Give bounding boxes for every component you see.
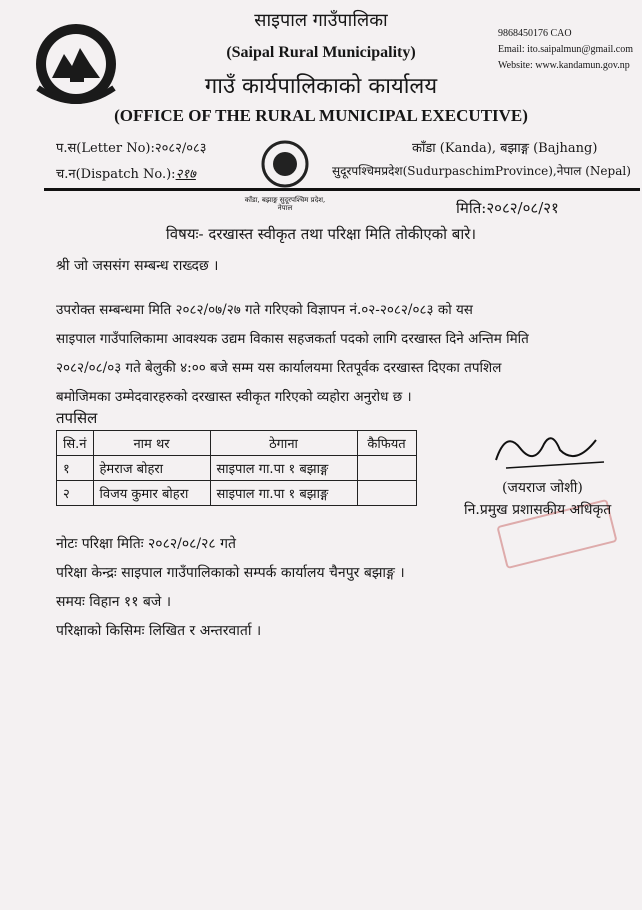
column-header: नाम थर	[93, 431, 210, 456]
salutation: श्री जो जससंग सम्बन्ध राख्दछ ।	[56, 258, 219, 274]
table-cell: विजय कुमार बोहरा	[93, 481, 210, 506]
column-header: सि.नं	[57, 431, 94, 456]
note-line: परिक्षाको किसिमः लिखित र अन्तरवार्ता ।	[56, 623, 262, 639]
body-line: साइपाल गाउँपालिकामा आवश्यक उद्यम विकास सहजकर्ता पदको लागि दरखास्त दिने अन्तिम मिति	[56, 331, 529, 347]
table-row	[57, 481, 417, 506]
seal-text: काँडा, बझाङ्ग सुदूरपश्चिम प्रदेश, नेपाल	[244, 196, 326, 212]
column-header: ठेगाना	[210, 431, 357, 456]
table-cell: साइपाल गा.पा १ बझाङ्ग	[210, 481, 357, 506]
letter-number: प.स(Letter No):२०८२/०८३	[56, 141, 207, 156]
office-location: काँडा (Kanda), बझाङ्ग (Bajhang)	[412, 141, 598, 156]
note-line: परिक्षा केन्द्रः साइपाल गाउँपालिकाको सम्पर्क कार्यालय चैनपुर बझाङ्ग ।	[56, 565, 405, 581]
dispatch-number	[56, 164, 196, 182]
note-line: समयः विहान ११ बजे ।	[56, 594, 172, 610]
column-header: कैफियत	[357, 431, 416, 456]
body-paragraph	[56, 296, 636, 412]
body-line: बमोजिमका उम्मेदवारहरुको दरखास्त स्वीकृत गरिएको व्यहोरा अनुरोध छ ।	[56, 389, 412, 405]
body-line: उपरोक्त सम्बन्धमा मिति २०८२/०७/२७ गते गरिएको विज्ञापन नं.०२-२०८२/०८३ को यस	[56, 302, 473, 318]
province-country: सुदूरपश्चिमप्रदेश(SudurpaschimProvince),नेपाल (Nepal)	[332, 164, 631, 178]
notes-section	[56, 530, 405, 646]
note-line: नोटः परिक्षा मितिः २०८२/०८/२८ गते	[56, 536, 237, 552]
table-cell: हेमराज बोहरा	[93, 456, 210, 481]
signature-icon	[486, 420, 616, 480]
table-header-row	[57, 431, 417, 456]
signatory-title: नि.प्रमुख प्रशासकीय अधिकृत	[464, 502, 612, 518]
phone-number: 9868450176 CAO	[498, 28, 572, 39]
subject-line: विषयः- दरखास्त स्वीकृत तथा परिक्षा मिति तोकीएको बारे।	[165, 225, 477, 243]
table-row	[57, 456, 417, 481]
municipality-name-en: (Saipal Rural Municipality)	[226, 44, 416, 61]
candidates-table	[56, 430, 417, 506]
header-divider	[44, 188, 640, 191]
office-name-np: गाउँ कार्यपालिकाको कार्यालय	[204, 74, 438, 99]
table-cell: १	[57, 456, 94, 481]
office-name-en: (OFFICE OF THE RURAL MUNICIPAL EXECUTIVE)	[114, 106, 528, 125]
dispatch-number-label: च.न(Dispatch No.):	[56, 167, 176, 182]
table-cell: २	[57, 481, 94, 506]
table-cell: साइपाल गा.पा १ बझाङ्ग	[210, 456, 357, 481]
body-line: २०८२/०८/०३ गते बेलुकी ४:०० बजे सम्म यस कार्यालयमा रितपूर्वक दरखास्त दिएका तपशिल	[56, 360, 502, 376]
signatory-name: (जयराज जोशी)	[502, 480, 583, 496]
email-address: Email: ito.saipalmun@gmail.com	[498, 44, 634, 55]
letter-date: मिति:२०८२/०८/२१	[456, 199, 559, 217]
table-cell	[357, 456, 416, 481]
website-url: Website: www.kandamun.gov.np	[498, 60, 630, 71]
dispatch-number-value: २१७	[175, 167, 196, 182]
municipality-name-np: साइपाल गाउँपालिका	[254, 10, 388, 31]
table-heading: तपसिल	[56, 409, 98, 427]
table-cell	[357, 481, 416, 506]
